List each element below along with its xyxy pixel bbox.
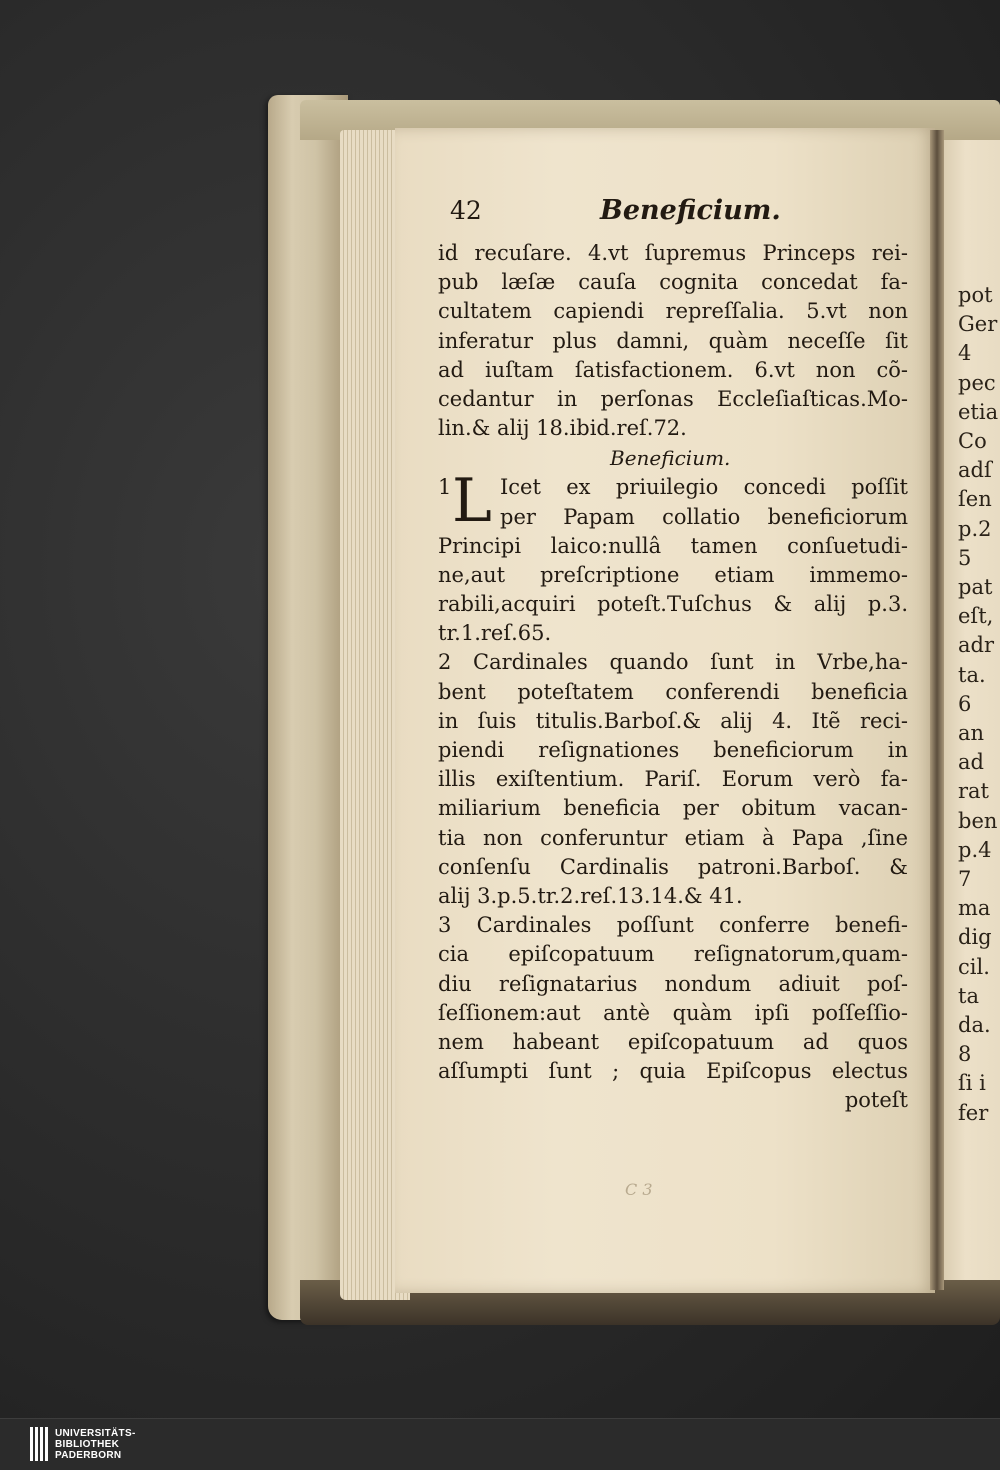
text-line: inferatur plus damni, quàm neceſſe ſit (438, 328, 908, 353)
facing-page-fragment: 7 (958, 867, 972, 891)
text-line: tia non conferuntur etiam à Papa ,ſine (438, 825, 908, 850)
text-line: cultatem capiendi repreſſalia. 5.vt non (438, 299, 908, 324)
facing-page-fragment: ad (958, 750, 984, 775)
facing-page-fragment: ta (958, 983, 979, 1008)
facing-page-fragment: ben (958, 808, 998, 833)
facing-page-fragment: etia (958, 399, 999, 424)
facing-page-fragment: adſ (958, 458, 992, 483)
facing-page-fragment: pat (958, 575, 993, 599)
facing-page-fragment: an (958, 721, 985, 745)
text-line: tr.1.reſ.65. (438, 621, 552, 646)
facing-page-fragment: ſi i (958, 1071, 986, 1096)
facing-page-fragment: 8 (958, 1042, 972, 1067)
text-line: diu reſignatarius nondum adiuit poſ- (438, 971, 908, 996)
library-logo-icon (30, 1427, 50, 1461)
text-line: pub læſæ cauſa cognita concedat fa- (438, 270, 908, 295)
text-line: per Papam collatio beneficiorum (500, 504, 908, 529)
facing-page-fragment: p.4 (958, 837, 992, 862)
facing-page-fragment: dig (958, 925, 992, 950)
text-line: cedantur in perſonas Eccleſiaſticas.Mo- (438, 386, 908, 411)
page-header (438, 195, 908, 239)
text-line: Icet ex priuilegio concedi poſſit (500, 475, 908, 500)
facing-page-fragment: pec (958, 370, 996, 395)
text-line: miliarium beneficia per obitum vacan- (438, 796, 908, 821)
page-text-block (438, 195, 908, 1115)
text-line: ad iuſtam ſatisfactionem. 6.vt non cõ- (438, 357, 908, 382)
facing-page-fragment: 5 (958, 545, 972, 570)
text-line: piendi reſignationes beneficiorum in (438, 738, 908, 762)
signature-mark: C 3 (625, 1180, 653, 1199)
text-line: in ſuis titulis.Barboſ.& alij 4. Itẽ reci- (438, 708, 908, 733)
library-name-line: BIBLIOTHEK (55, 1439, 120, 1450)
facing-page-fragment: p.2 (958, 516, 992, 541)
text-line: cia epiſcopatuum reſignatorum,quam- (438, 942, 908, 967)
facing-page-fragment: 4 (958, 341, 972, 366)
running-head: Beneficium. (600, 195, 781, 226)
facing-page-fragment: pot (958, 283, 993, 307)
book-spine (268, 95, 348, 1320)
section-title: Beneficium. (610, 446, 731, 471)
text-line: illis exiſtentium. Pariſ. Eorum verò fa- (438, 767, 908, 792)
text-line: 3 Cardinales poſſunt conferre benefi- (438, 913, 908, 938)
drop-cap: L (452, 466, 492, 537)
page-gutter (930, 130, 944, 1290)
facing-page-fragment: Co (958, 429, 987, 453)
paragraph-1 (438, 466, 908, 648)
facing-page-fragment: cil. (958, 954, 990, 979)
text-line: lin.& alij 18.ibid.reſ.72. (438, 416, 687, 441)
text-line: bent poteſtatem conferendi beneficia (438, 679, 908, 704)
text-line: Principi laico:nullâ tamen conſuetudi- (438, 533, 908, 558)
text-line: conſenſu Cardinalis patroni.Barboſ. & (438, 854, 908, 879)
facing-page-fragment: rat (958, 779, 989, 804)
facing-page-fragment: 6 (958, 691, 972, 716)
text-line: alij 3.p.5.tr.2.reſ.13.14.& 41. (438, 883, 743, 908)
paragraph-preceding (438, 239, 908, 443)
facing-page-fragment: ma (958, 896, 991, 921)
text-line: nem habeant epiſcopatuum ad quos (438, 1029, 908, 1054)
text-line: 2 Cardinales quando ſunt in Vrbe,ha- (438, 650, 908, 675)
facing-page-fragment: adr (958, 633, 995, 658)
facing-page-fragment: da. (958, 1013, 991, 1037)
facing-page-fragment: Ger (958, 312, 998, 337)
text-line: ſeſſionem:aut antè quàm ipſi poſſeſſio- (438, 1000, 908, 1025)
library-footer (0, 1418, 1000, 1470)
catchword: poteſt (844, 1088, 908, 1113)
text-line: rabili,acquiri poteſt.Tuſchus & alij p.3. (438, 592, 908, 617)
text-line: id recuſare. 4.vt ſupremus Princeps rei- (438, 241, 908, 265)
facing-page-fragment: ſen (958, 487, 992, 512)
library-name-line: PADERBORN (55, 1450, 122, 1461)
paragraph-3 (438, 911, 908, 1086)
facing-page-fragment: fer (958, 1100, 989, 1125)
text-line: ne,aut preſcriptione etiam immemo- (438, 562, 908, 587)
facing-page-fragment: ta. (958, 662, 986, 687)
library-name (55, 1428, 136, 1461)
paragraph-2 (438, 648, 908, 911)
page-number: 42 (450, 196, 482, 225)
paragraph-number: 1 (438, 475, 452, 500)
text-line: aſſumpti ſunt ; quia Epiſcopus electus (438, 1059, 908, 1084)
facing-page-fragment: eſt, (958, 604, 994, 629)
library-name-line: UNIVERSITÄTS- (55, 1428, 136, 1439)
